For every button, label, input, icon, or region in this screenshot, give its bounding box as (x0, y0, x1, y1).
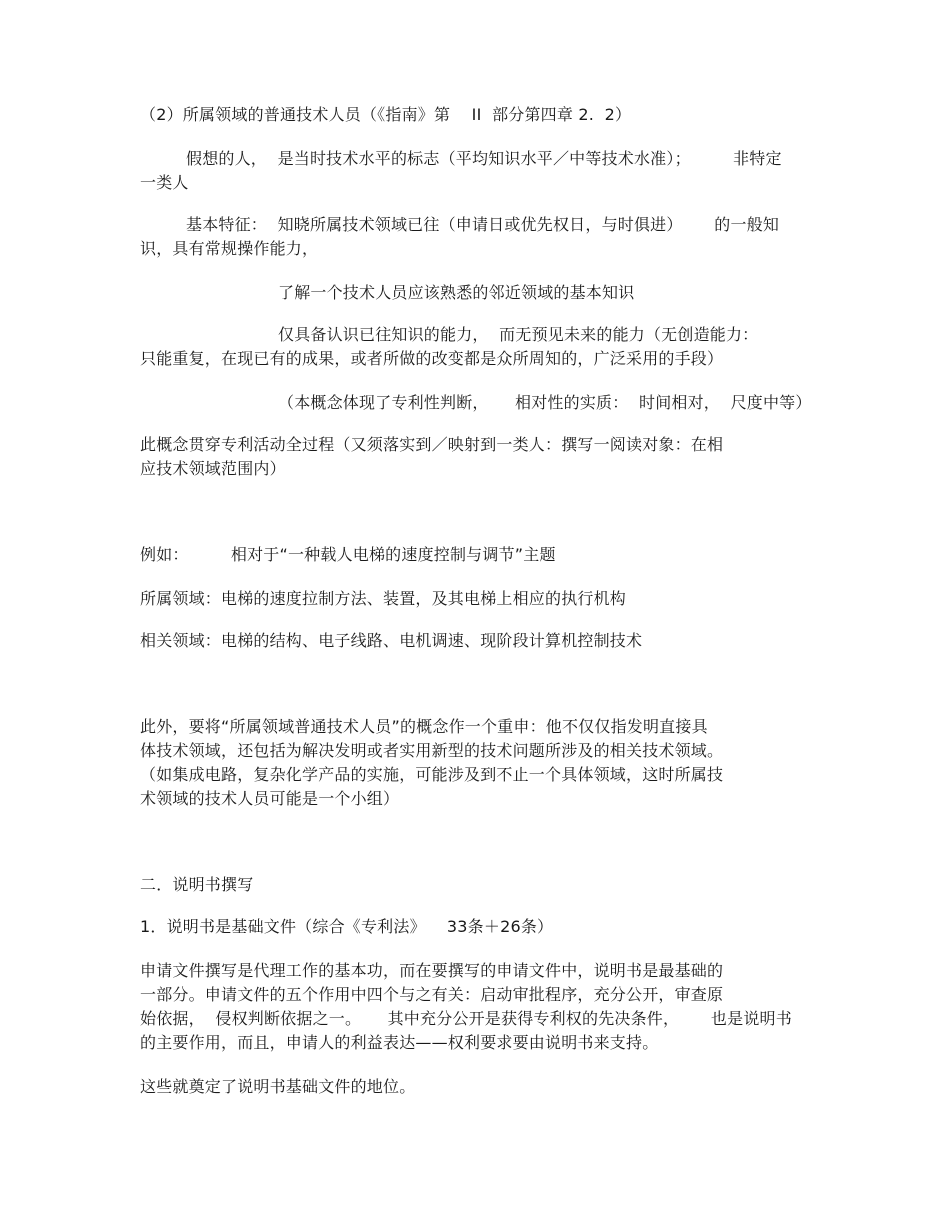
paragraph-foundation-status: 这些就奠定了说明书基础文件的地位。 (140, 1077, 416, 1096)
paragraph-hypothetical-person-line1: 假想的人， 是当时技术水平的标志（平均知识水平／中等技术水准）； 非特定 (186, 149, 782, 168)
paragraph-spec-line4: 的主要作用，而且，申请人的利益表达——权利要求要由说明书来支持。 (140, 1033, 659, 1052)
note-line1: 此外，要将“所属领域普通技术人员”的概念作一个重申：他不仅仅指发明直接具 (140, 717, 708, 736)
paragraph-hypothetical-person-line2: 一类人 (140, 173, 189, 192)
paragraph-throughout-line2: 应技术领域范围内） (140, 459, 286, 478)
section-heading-specification: 二．说明书撰写 (140, 875, 254, 894)
paragraph-knowledge-ability-line1: 仅具备认识已往知识的能力， 而无预见未来的能力（无创造能力： (278, 325, 759, 344)
paragraph-neighbor-field: 了解一个技术人员应该熟悉的邻近领域的基本知识 (278, 283, 635, 302)
paragraph-knowledge-ability-line2: 只能重复，在现已有的成果，或者所做的改变都是众所周知的，广泛采用的手段） (140, 349, 724, 368)
example-related-field: 相关领域：电梯的结构、电子线路、电机调速、现阶段计算机控制技术 (140, 631, 643, 650)
subheading-basic-document: 1．说明书是基础文件（综合《专利法》 33条＋26条） (140, 917, 554, 936)
paragraph-basic-features-line1: 基本特征： 知晓所属技术领域已往（申请日或优先权日，与时俱进） 的一般知 (186, 215, 780, 234)
example-field: 所属领域：电梯的速度拉制方法、装置，及其电梯上相应的执行机构 (140, 589, 627, 608)
note-line2: 体技术领域，还包括为解决发明或者实用新型的技术问题所涉及的相关技术领域。 (140, 741, 724, 760)
example-intro: 例如： 相对于“一种载人电梯的速度控制与调节”主题 (140, 545, 556, 564)
section-heading-ordinary-skill: （2）所属领域的普通技术人员（《指南》第 II 部分第四章 2. 2） (140, 105, 632, 124)
paragraph-spec-line2: 一部分。申请文件的五个作用中四个与之有关：启动审批程序，充分公开，审查原 (140, 985, 724, 1004)
note-line4: 术领域的技术人员可能是一个小组） (140, 789, 400, 808)
paragraph-spec-line1: 申请文件撰写是代理工作的基本功，而在要撰写的申请文件中，说明书是最基础的 (140, 961, 724, 980)
note-line3: （如集成电路，复杂化学产品的实施，可能涉及到不止一个具体领域，这时所属技 (140, 765, 724, 784)
paragraph-relativity: （本概念体现了专利性判断， 相对性的实质： 时间相对， 尺度中等） (278, 393, 812, 412)
paragraph-basic-features-line2: 识，具有常规操作能力， (140, 239, 319, 258)
paragraph-throughout-line1: 此概念贯穿专利活动全过程（又须落实到／映射到一类人：撰写一阅读对象：在相 (140, 435, 724, 454)
paragraph-spec-line3: 始依据， 侵权判断依据之一。 其中充分公开是获得专利权的先决条件， 也是说明书 (140, 1009, 792, 1028)
